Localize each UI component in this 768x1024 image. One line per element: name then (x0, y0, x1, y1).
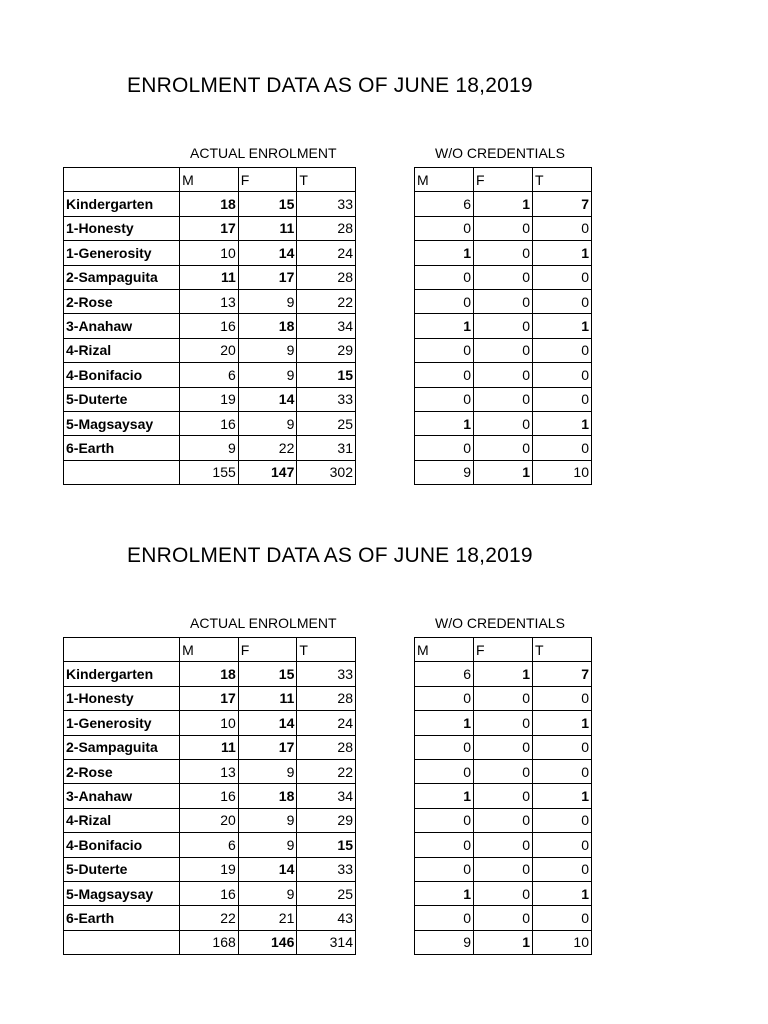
count-wm-cell: 1 (415, 241, 474, 265)
count-t-cell: 28 (297, 265, 356, 289)
total-wt-cell: 10 (533, 930, 592, 954)
count-wt-cell: 0 (533, 759, 592, 783)
count-m-cell: 13 (180, 289, 239, 313)
count-wt-cell: 0 (533, 906, 592, 930)
count-m-cell: 10 (180, 241, 239, 265)
table-row (64, 314, 356, 338)
count-m-cell: 22 (180, 906, 239, 930)
table-row (64, 216, 356, 240)
actual-enrolment-table (63, 167, 356, 485)
count-m-cell: 19 (180, 857, 239, 881)
count-f-cell: 11 (238, 686, 297, 710)
count-wt-cell: 1 (533, 881, 592, 905)
table-row (415, 436, 592, 460)
count-wm-cell: 1 (415, 881, 474, 905)
table-row (415, 338, 592, 362)
table-row (64, 857, 356, 881)
class-name-cell: 2-Rose (64, 759, 180, 783)
total-m-cell: 168 (180, 930, 239, 954)
count-m-cell: 16 (180, 411, 239, 435)
count-wt-cell: 0 (533, 216, 592, 240)
count-wf-cell: 0 (474, 808, 533, 832)
count-m-cell: 16 (180, 881, 239, 905)
table-row (415, 906, 592, 930)
count-m-cell: 11 (180, 735, 239, 759)
count-m-cell: 9 (180, 436, 239, 460)
table-row (64, 906, 356, 930)
table-row (64, 241, 356, 265)
count-wm-cell: 0 (415, 808, 474, 832)
count-wf-cell: 0 (474, 857, 533, 881)
class-name-cell: 3-Anahaw (64, 784, 180, 808)
count-wt-cell: 1 (533, 784, 592, 808)
without-credentials-table (414, 637, 592, 955)
count-wf-cell: 0 (474, 735, 533, 759)
count-wt-cell: 0 (533, 857, 592, 881)
count-wf-cell: 0 (474, 363, 533, 387)
count-wf-cell: 0 (474, 436, 533, 460)
class-name-cell: 1-Honesty (64, 686, 180, 710)
class-name-cell: 2-Rose (64, 289, 180, 313)
table-row (415, 289, 592, 313)
table-row (64, 289, 356, 313)
table-row (415, 662, 592, 686)
table-row (64, 662, 356, 686)
count-t-cell: 22 (297, 289, 356, 313)
count-f-cell: 17 (238, 735, 297, 759)
table-row (415, 686, 592, 710)
total-wt-cell: 10 (533, 460, 592, 484)
count-wm-cell: 1 (415, 314, 474, 338)
count-t-cell: 15 (297, 363, 356, 387)
class-name-cell: Kindergarten (64, 662, 180, 686)
count-f-cell: 14 (238, 387, 297, 411)
table-row (64, 833, 356, 857)
table-row (415, 881, 592, 905)
count-m-cell: 17 (180, 686, 239, 710)
totals-row (64, 930, 356, 954)
count-t-cell: 25 (297, 411, 356, 435)
table-row (415, 784, 592, 808)
count-wt-cell: 7 (533, 192, 592, 216)
count-m-cell: 6 (180, 833, 239, 857)
column-header: F (238, 168, 297, 192)
class-name-cell: 4-Bonifacio (64, 363, 180, 387)
count-wm-cell: 0 (415, 387, 474, 411)
column-header: T (297, 168, 356, 192)
count-wm-cell: 0 (415, 338, 474, 362)
column-header: F (238, 638, 297, 662)
table-row (64, 784, 356, 808)
table-row (64, 436, 356, 460)
count-f-cell: 22 (238, 436, 297, 460)
table-row (64, 387, 356, 411)
table-row (415, 711, 592, 735)
column-header: M (415, 168, 474, 192)
table-row (64, 363, 356, 387)
count-m-cell: 10 (180, 711, 239, 735)
count-m-cell: 6 (180, 363, 239, 387)
total-wm-cell: 9 (415, 460, 474, 484)
table-header-row (415, 168, 592, 192)
count-f-cell: 9 (238, 759, 297, 783)
count-wt-cell: 1 (533, 411, 592, 435)
count-f-cell: 9 (238, 289, 297, 313)
count-wt-cell: 0 (533, 363, 592, 387)
count-wt-cell: 1 (533, 314, 592, 338)
count-wt-cell: 7 (533, 662, 592, 686)
class-name-cell: 4-Rizal (64, 808, 180, 832)
class-name-cell: 2-Sampaguita (64, 265, 180, 289)
count-wm-cell: 0 (415, 906, 474, 930)
count-wm-cell: 0 (415, 735, 474, 759)
count-wf-cell: 0 (474, 338, 533, 362)
actual-enrolment-label: ACTUAL ENROLMENT (190, 615, 337, 631)
total-t-cell: 302 (297, 460, 356, 484)
table-row (415, 216, 592, 240)
section-title: ENROLMENT DATA AS OF JUNE 18,2019 (127, 544, 533, 567)
count-wm-cell: 0 (415, 265, 474, 289)
count-wt-cell: 1 (533, 711, 592, 735)
count-t-cell: 34 (297, 784, 356, 808)
count-wf-cell: 0 (474, 314, 533, 338)
count-t-cell: 24 (297, 711, 356, 735)
without-credentials-table (414, 167, 592, 485)
header-blank (64, 638, 180, 662)
count-wm-cell: 1 (415, 711, 474, 735)
table-row (64, 808, 356, 832)
count-wm-cell: 0 (415, 363, 474, 387)
count-wt-cell: 0 (533, 338, 592, 362)
count-wf-cell: 0 (474, 881, 533, 905)
table-row (415, 759, 592, 783)
table-row (415, 735, 592, 759)
count-m-cell: 18 (180, 662, 239, 686)
total-t-cell: 314 (297, 930, 356, 954)
count-wf-cell: 1 (474, 662, 533, 686)
count-f-cell: 21 (238, 906, 297, 930)
total-wm-cell: 9 (415, 930, 474, 954)
totals-label-blank (64, 930, 180, 954)
count-wt-cell: 0 (533, 808, 592, 832)
count-wf-cell: 1 (474, 192, 533, 216)
count-m-cell: 16 (180, 314, 239, 338)
count-wf-cell: 0 (474, 265, 533, 289)
count-wt-cell: 0 (533, 387, 592, 411)
table-row (415, 265, 592, 289)
count-wm-cell: 6 (415, 192, 474, 216)
count-m-cell: 17 (180, 216, 239, 240)
count-wf-cell: 0 (474, 833, 533, 857)
column-header: T (533, 168, 592, 192)
column-header: M (415, 638, 474, 662)
class-name-cell: 4-Rizal (64, 338, 180, 362)
count-wm-cell: 6 (415, 662, 474, 686)
count-f-cell: 9 (238, 881, 297, 905)
count-wm-cell: 1 (415, 784, 474, 808)
class-name-cell: 5-Duterte (64, 387, 180, 411)
class-name-cell: 1-Generosity (64, 241, 180, 265)
count-f-cell: 9 (238, 808, 297, 832)
table-row (415, 857, 592, 881)
count-t-cell: 43 (297, 906, 356, 930)
table-row (64, 735, 356, 759)
table-row (64, 192, 356, 216)
count-f-cell: 15 (238, 192, 297, 216)
class-name-cell: 3-Anahaw (64, 314, 180, 338)
count-wf-cell: 0 (474, 289, 533, 313)
count-wm-cell: 0 (415, 436, 474, 460)
count-wm-cell: 0 (415, 216, 474, 240)
class-name-cell: 5-Duterte (64, 857, 180, 881)
without-credentials-label: W/O CREDENTIALS (435, 145, 565, 161)
count-f-cell: 15 (238, 662, 297, 686)
count-wt-cell: 0 (533, 289, 592, 313)
count-m-cell: 11 (180, 265, 239, 289)
count-wm-cell: 0 (415, 759, 474, 783)
count-f-cell: 18 (238, 314, 297, 338)
actual-enrolment-label: ACTUAL ENROLMENT (190, 145, 337, 161)
total-f-cell: 147 (238, 460, 297, 484)
count-wt-cell: 0 (533, 735, 592, 759)
count-t-cell: 28 (297, 686, 356, 710)
table-row (415, 808, 592, 832)
class-name-cell: 5-Magsaysay (64, 411, 180, 435)
total-f-cell: 146 (238, 930, 297, 954)
count-wf-cell: 0 (474, 906, 533, 930)
count-wm-cell: 0 (415, 833, 474, 857)
count-f-cell: 17 (238, 265, 297, 289)
count-f-cell: 9 (238, 363, 297, 387)
class-name-cell: Kindergarten (64, 192, 180, 216)
count-m-cell: 19 (180, 387, 239, 411)
class-name-cell: 6-Earth (64, 436, 180, 460)
count-f-cell: 14 (238, 241, 297, 265)
table-row (415, 833, 592, 857)
header-blank (64, 168, 180, 192)
section-title: ENROLMENT DATA AS OF JUNE 18,2019 (127, 74, 533, 97)
table-row (64, 686, 356, 710)
column-header: M (180, 638, 239, 662)
count-t-cell: 25 (297, 881, 356, 905)
column-header: M (180, 168, 239, 192)
count-t-cell: 24 (297, 241, 356, 265)
table-row (64, 759, 356, 783)
class-name-cell: 1-Generosity (64, 711, 180, 735)
class-name-cell: 2-Sampaguita (64, 735, 180, 759)
count-wf-cell: 0 (474, 759, 533, 783)
count-wf-cell: 0 (474, 784, 533, 808)
column-header: F (474, 638, 533, 662)
total-wf-cell: 1 (474, 460, 533, 484)
table-row (64, 338, 356, 362)
count-t-cell: 33 (297, 857, 356, 881)
count-t-cell: 29 (297, 808, 356, 832)
count-wf-cell: 0 (474, 241, 533, 265)
count-wf-cell: 0 (474, 411, 533, 435)
count-wf-cell: 0 (474, 686, 533, 710)
total-wf-cell: 1 (474, 930, 533, 954)
count-t-cell: 33 (297, 662, 356, 686)
table-row (64, 265, 356, 289)
enrolment-section-2 (0, 470, 768, 951)
count-t-cell: 28 (297, 216, 356, 240)
count-t-cell: 29 (297, 338, 356, 362)
table-row (415, 363, 592, 387)
count-wt-cell: 0 (533, 436, 592, 460)
table-row (64, 711, 356, 735)
count-t-cell: 33 (297, 192, 356, 216)
table-row (64, 881, 356, 905)
column-header: T (533, 638, 592, 662)
column-header: T (297, 638, 356, 662)
count-wf-cell: 0 (474, 387, 533, 411)
class-name-cell: 5-Magsaysay (64, 881, 180, 905)
count-t-cell: 15 (297, 833, 356, 857)
count-t-cell: 22 (297, 759, 356, 783)
count-m-cell: 13 (180, 759, 239, 783)
count-wm-cell: 0 (415, 289, 474, 313)
count-f-cell: 9 (238, 338, 297, 362)
enrolment-section-1 (0, 0, 768, 481)
count-wt-cell: 0 (533, 833, 592, 857)
count-t-cell: 31 (297, 436, 356, 460)
count-f-cell: 14 (238, 857, 297, 881)
totals-row (415, 930, 592, 954)
count-f-cell: 9 (238, 411, 297, 435)
table-row (415, 314, 592, 338)
class-name-cell: 1-Honesty (64, 216, 180, 240)
column-header: F (474, 168, 533, 192)
table-header-row (64, 168, 356, 192)
count-wm-cell: 0 (415, 857, 474, 881)
count-t-cell: 33 (297, 387, 356, 411)
count-m-cell: 20 (180, 808, 239, 832)
actual-enrolment-table (63, 637, 356, 955)
count-f-cell: 14 (238, 711, 297, 735)
count-t-cell: 34 (297, 314, 356, 338)
count-wt-cell: 1 (533, 241, 592, 265)
count-f-cell: 9 (238, 833, 297, 857)
table-row (415, 387, 592, 411)
table-row (64, 411, 356, 435)
count-m-cell: 18 (180, 192, 239, 216)
count-wt-cell: 0 (533, 686, 592, 710)
table-row (415, 241, 592, 265)
count-wf-cell: 0 (474, 216, 533, 240)
count-m-cell: 20 (180, 338, 239, 362)
count-wt-cell: 0 (533, 265, 592, 289)
class-name-cell: 4-Bonifacio (64, 833, 180, 857)
total-m-cell: 155 (180, 460, 239, 484)
class-name-cell: 6-Earth (64, 906, 180, 930)
without-credentials-label: W/O CREDENTIALS (435, 615, 565, 631)
table-header-row (64, 638, 356, 662)
table-header-row (415, 638, 592, 662)
count-m-cell: 16 (180, 784, 239, 808)
count-wm-cell: 0 (415, 686, 474, 710)
count-wf-cell: 0 (474, 711, 533, 735)
table-row (415, 192, 592, 216)
count-f-cell: 18 (238, 784, 297, 808)
table-row (415, 411, 592, 435)
count-t-cell: 28 (297, 735, 356, 759)
count-f-cell: 11 (238, 216, 297, 240)
count-wm-cell: 1 (415, 411, 474, 435)
